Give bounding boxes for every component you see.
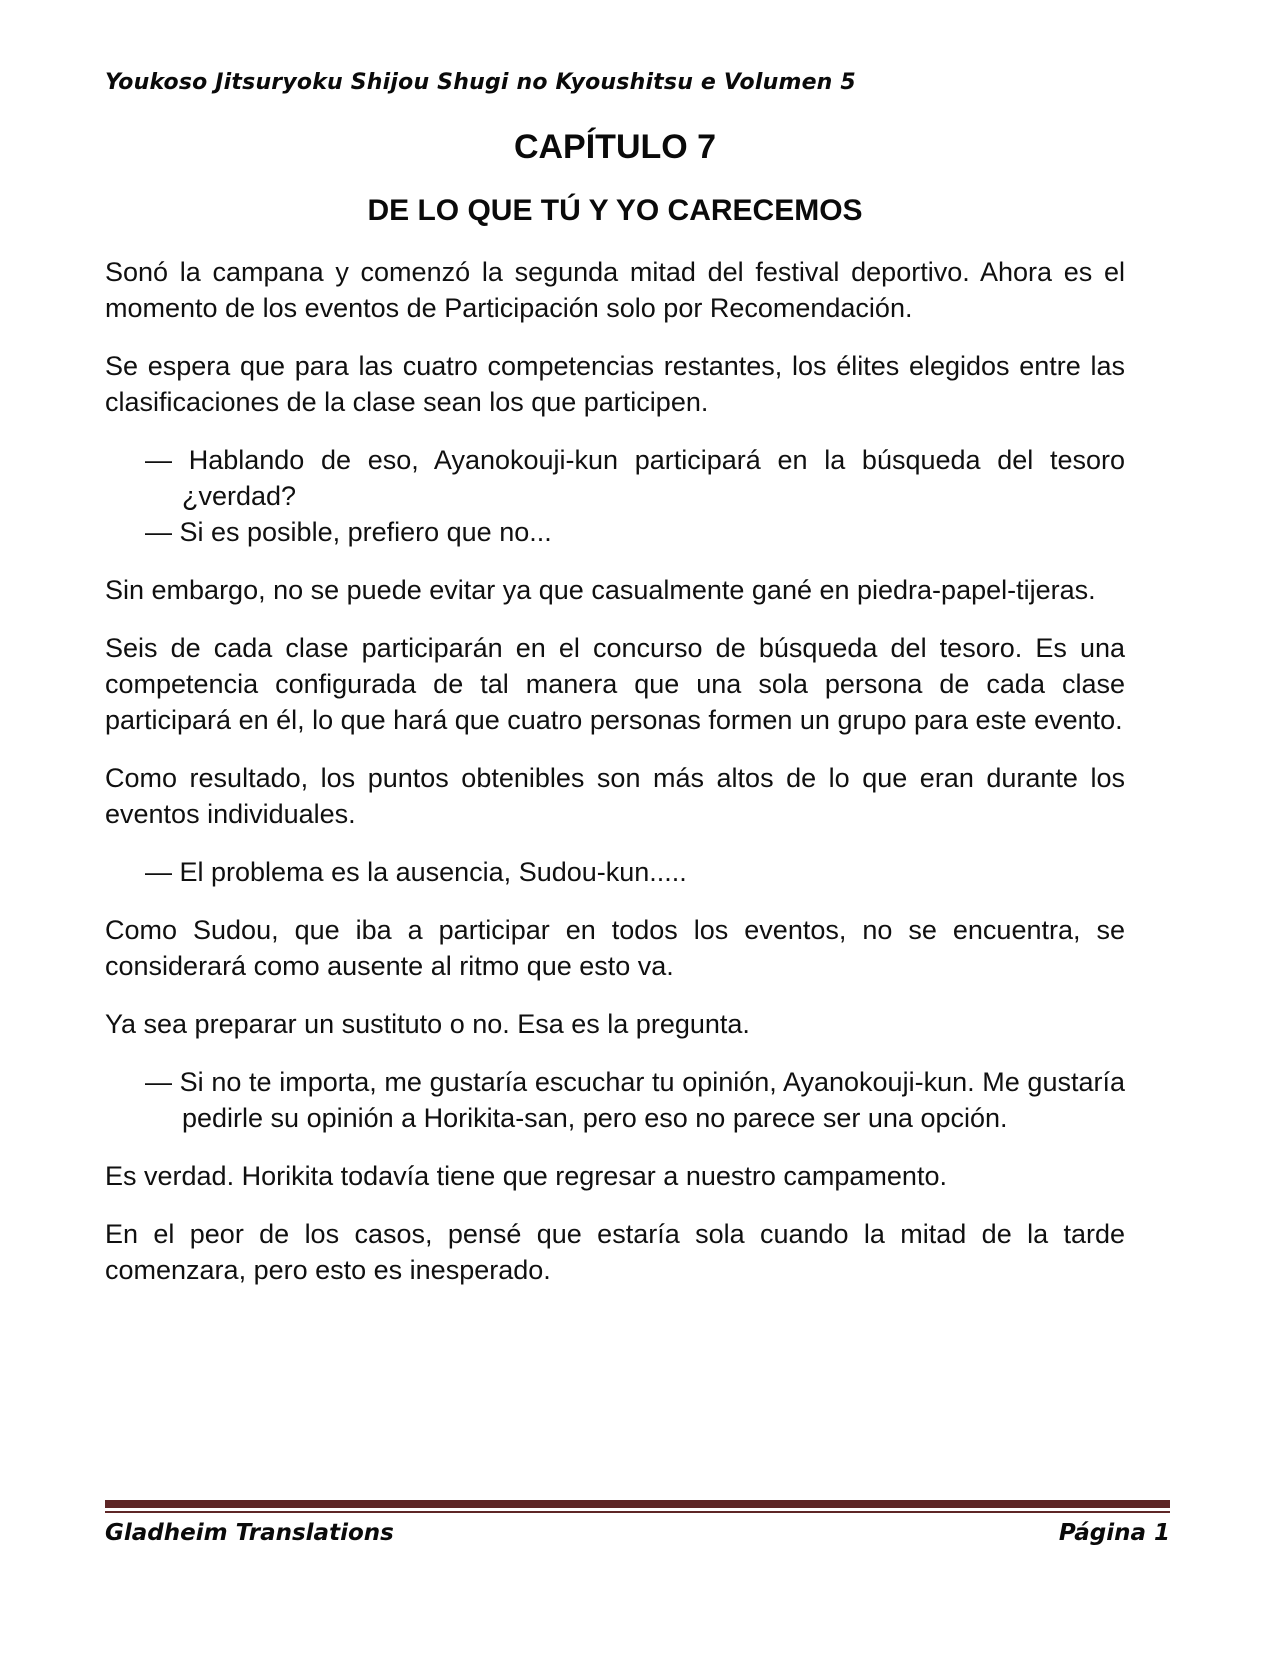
dialogue-line: — El problema es la ausencia, Sudou-kun.....: [145, 857, 687, 887]
paragraph: Es verdad. Horikita todavía tiene que regresar a nuestro campamento.: [105, 1161, 947, 1191]
chapter-body: [105, 254, 1125, 1288]
dialogue-line: — Si no te importa, me gustaría escuchar tu opinión, Ayanokouji-kun. Me gustaría pedirle su opinión a Horikita-san, pero eso no parece ser una opción.: [145, 1067, 1125, 1133]
page-footer: [105, 1500, 1170, 1546]
paragraph: Ya sea preparar un sustituto o no. Esa es la pregunta.: [105, 1009, 750, 1039]
paragraph: En el peor de los casos, pensé que estaría sola cuando la mitad de la tarde comenzara, pero esto es inesperado.: [105, 1219, 1125, 1285]
content-column: [105, 0, 1125, 1310]
footer-translator: Gladheim Translations: [105, 1520, 394, 1546]
paragraph: Se espera que para las cuatro competencias restantes, los élites elegidos entre las clasificaciones de la clase sean los que participen.: [105, 351, 1125, 417]
paragraph: Sonó la campana y comenzó la segunda mitad del festival deportivo. Ahora es el momento de los eventos de Participación solo por Recomendación.: [105, 257, 1125, 323]
chapter-subtitle: DE LO QUE TÚ Y YO CARECEMOS: [367, 194, 863, 227]
paragraph: Como resultado, los puntos obtenibles son más altos de lo que eran durante los eventos individuales.: [105, 763, 1125, 829]
footer-rule-thin: [105, 1511, 1170, 1513]
footer-page-number: Página 1: [1058, 1520, 1170, 1546]
dialogue-line: — Hablando de eso, Ayanokouji-kun participará en la búsqueda del tesoro ¿verdad?: [145, 445, 1125, 511]
chapter-heading: CAPÍTULO 7: [513, 128, 717, 166]
paragraph: Como Sudou, que iba a participar en todos los eventos, no se encuentra, se considerará como ausente al ritmo que esto va.: [105, 915, 1125, 981]
page-header: [105, 0, 1125, 98]
book-title: Youkoso Jitsuryoku Shijou Shugi no Kyoushitsu e Volumen 5: [105, 70, 856, 95]
paragraph: Sin embargo, no se puede evitar ya que casualmente gané en piedra-papel-tijeras.: [105, 575, 1096, 605]
footer-rule-thick: [105, 1500, 1170, 1508]
paragraph: Seis de cada clase participarán en el concurso de búsqueda del tesoro. Es una competencia configurada de tal manera que una sola persona de cada clase participará en él, lo que hará que cuatro personas formen un grupo para este evento.: [105, 633, 1125, 735]
dialogue-line: — Si es posible, prefiero que no...: [145, 517, 552, 547]
footer-row: [105, 1520, 1170, 1546]
